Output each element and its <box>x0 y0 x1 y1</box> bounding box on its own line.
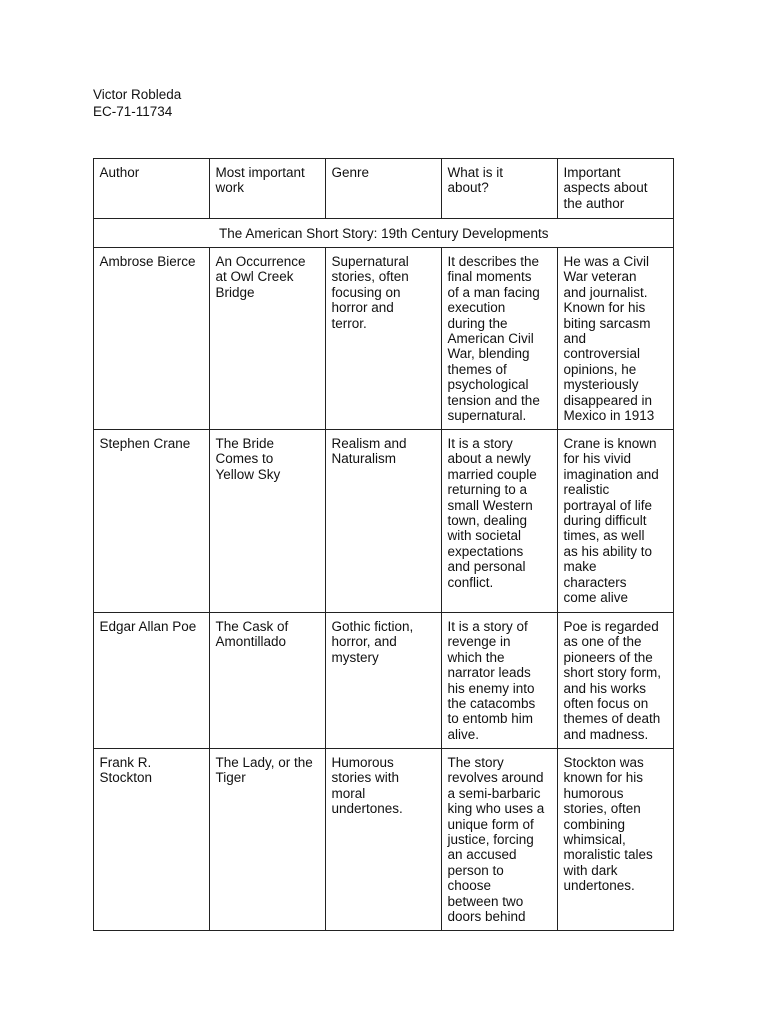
cell-genre <box>326 613 442 749</box>
cell-text-line: What is it <box>447 165 504 180</box>
cell-text-line: which the <box>447 649 505 665</box>
cell-text-line: with societal <box>447 528 522 544</box>
cell-work <box>210 248 326 430</box>
cell-text-line: Amontillado <box>215 634 287 650</box>
cell-aspects <box>558 430 674 613</box>
cell-text-line: characters <box>563 574 627 590</box>
header-cell-work <box>210 159 326 219</box>
cell-text-line: War, blending <box>447 346 530 362</box>
cell-text-line: The Bride <box>215 436 275 451</box>
cell-text-line: narrator leads <box>447 665 531 681</box>
cell-work <box>210 613 326 749</box>
cell-text-line: War veteran <box>563 269 637 285</box>
cell-work <box>210 430 326 613</box>
cell-text-line: about a newly <box>447 451 531 467</box>
cell-text-line: horror, and <box>331 634 397 650</box>
cell-text-line: Tiger <box>215 770 246 786</box>
cell-text-line: Author <box>99 165 140 180</box>
cell-text-line: king who uses a <box>447 801 545 817</box>
cell-text-line: town, dealing <box>447 513 528 529</box>
cell-text-line: moralistic tales <box>563 847 653 863</box>
cell-text-line: Poe is regarded <box>563 619 659 634</box>
cell-text-line: It is a story of <box>447 619 528 634</box>
cell-text-line: returning to a <box>447 482 528 498</box>
cell-text-line: The Lady, or the <box>215 755 313 770</box>
cell-text-line: stories, often <box>331 269 409 285</box>
header-cell-genre <box>326 159 442 219</box>
table-row <box>94 248 674 430</box>
cell-text-line: person to <box>447 862 504 878</box>
cell-text-line: Yellow Sky <box>215 466 281 482</box>
cell-text-line: Bridge <box>215 284 255 300</box>
cell-text-line: and personal <box>447 559 526 575</box>
table-row <box>94 749 674 931</box>
cell-text-line: conflict. <box>447 574 494 590</box>
header-cell-about <box>442 159 558 219</box>
cell-author <box>94 430 210 613</box>
cell-text-line: Genre <box>331 165 370 180</box>
cell-text-line: focusing on <box>331 284 401 300</box>
cell-text-line: and madness. <box>563 726 649 742</box>
cell-text-line: horror and <box>331 300 394 316</box>
cell-text-line: themes of <box>447 361 507 377</box>
cell-text-line: between two <box>447 893 524 909</box>
cell-text-line: choose <box>447 878 492 894</box>
cell-text-line: tension and the <box>447 392 540 408</box>
cell-text-line: portrayal of life <box>563 497 653 513</box>
cell-text-line: Most important <box>215 165 305 180</box>
cell-text-line: known for his <box>563 770 644 786</box>
cell-text-line: stories, often <box>563 801 641 817</box>
cell-text-line: Ambrose Bierce <box>99 254 196 269</box>
cell-text-line: Realism and <box>331 436 407 451</box>
section-title: The American Short Story: 19th Century Developments <box>94 219 674 248</box>
cell-text-line: American Civil <box>447 331 534 347</box>
cell-work <box>210 749 326 931</box>
cell-text-line: revolves around <box>447 770 544 786</box>
cell-text-line: Known for his <box>563 300 646 316</box>
cell-text-line: with dark <box>563 862 618 878</box>
cell-text-line: psychological <box>447 377 529 393</box>
document-header <box>93 86 181 120</box>
cell-text-line: It describes the <box>447 254 540 269</box>
cell-aspects <box>558 248 674 430</box>
cell-text-line: Naturalism <box>331 451 397 467</box>
cell-text-line: realistic <box>563 482 610 498</box>
cell-about <box>442 613 558 749</box>
section-row <box>94 219 674 248</box>
cell-text-line: the catacombs <box>447 696 536 712</box>
cell-text-line: pioneers of the <box>563 649 653 665</box>
cell-text-line: controversial <box>563 346 641 362</box>
cell-text-line: justice, forcing <box>447 832 534 848</box>
cell-text-line: Comes to <box>215 451 274 467</box>
cell-text-line: final moments <box>447 269 532 285</box>
cell-text-line: revenge in <box>447 634 511 650</box>
cell-text-line: his enemy into <box>447 680 535 696</box>
cell-text-line: times, as well <box>563 528 645 544</box>
cell-text-line: Important <box>563 165 621 180</box>
cell-text-line: a semi-barbaric <box>447 785 541 801</box>
cell-text-line: execution <box>447 300 506 316</box>
cell-text-line: unique form of <box>447 816 534 832</box>
cell-text-line: moral <box>331 785 366 801</box>
table-row <box>94 613 674 749</box>
cell-text-line: mystery <box>331 649 379 665</box>
cell-text-line: and <box>563 331 587 347</box>
cell-text-line: imagination and <box>563 466 659 482</box>
cell-text-line: Crane is known <box>563 436 657 451</box>
cell-text-line: mysteriously <box>563 377 639 393</box>
cell-text-line: Stockton was <box>563 755 644 770</box>
cell-text-line: of a man facing <box>447 284 540 300</box>
cell-about <box>442 248 558 430</box>
cell-text-line: to entomb him <box>447 711 534 727</box>
cell-text-line: Frank R. <box>99 755 152 770</box>
cell-text-line: doors behind <box>447 909 526 925</box>
cell-text-line: an accused <box>447 847 517 863</box>
cell-text-line: as one of the <box>563 634 642 650</box>
cell-text-line: stories with <box>331 770 400 786</box>
cell-text-line: about? <box>447 180 489 196</box>
cell-text-line: small Western <box>447 497 533 513</box>
student-id: EC-71-11734 <box>93 104 173 119</box>
cell-genre <box>326 430 442 613</box>
cell-text-line: and journalist. <box>563 284 648 300</box>
cell-author <box>94 613 210 749</box>
cell-genre <box>326 749 442 931</box>
cell-text-line: married couple <box>447 466 537 482</box>
cell-text-line: opinions, he <box>563 361 637 377</box>
header-cell-aspects <box>558 159 674 219</box>
cell-text-line: It is a story <box>447 436 513 451</box>
cell-text-line: the author <box>563 195 625 211</box>
cell-text-line: Stephen Crane <box>99 436 191 451</box>
cell-text-line: whimsical, <box>563 832 626 848</box>
cell-text-line: undertones. <box>331 801 403 817</box>
cell-text-line: combining <box>563 816 626 832</box>
cell-about <box>442 749 558 931</box>
cell-text-line: work <box>215 180 245 196</box>
cell-author <box>94 248 210 430</box>
cell-text-line: expectations <box>447 543 524 559</box>
cell-text-line: Supernatural <box>331 254 409 269</box>
student-name: Victor Robleda <box>93 87 182 102</box>
cell-text-line: for his vivid <box>563 451 632 467</box>
cell-text-line: undertones. <box>563 878 635 894</box>
cell-text-line: Stockton <box>99 770 153 786</box>
cell-author <box>94 749 210 931</box>
cell-text-line: Mexico in 1913 <box>563 408 655 424</box>
cell-text-line: disappeared in <box>563 392 653 408</box>
cell-text-line: Humorous <box>331 755 394 770</box>
cell-text-line: Edgar Allan Poe <box>99 619 197 634</box>
cell-genre <box>326 248 442 430</box>
cell-aspects <box>558 749 674 931</box>
cell-text-line: short story form, <box>563 665 662 681</box>
short-story-table <box>93 158 674 931</box>
cell-text-line: aspects about <box>563 180 648 196</box>
cell-aspects <box>558 613 674 749</box>
cell-about <box>442 430 558 613</box>
cell-text-line: as his ability to <box>563 543 653 559</box>
cell-text-line: make <box>563 559 597 575</box>
cell-text-line: He was a Civil <box>563 254 650 269</box>
cell-text-line: alive. <box>447 726 480 742</box>
cell-text-line: humorous <box>563 785 624 801</box>
cell-text-line: often focus on <box>563 696 649 712</box>
cell-text-line: during difficult <box>563 513 647 529</box>
header-row <box>94 159 674 219</box>
cell-text-line: themes of death <box>563 711 661 727</box>
cell-text-line: come alive <box>563 590 629 606</box>
cell-text-line: The story <box>447 755 504 770</box>
header-cell-author <box>94 159 210 219</box>
cell-text-line: and his works <box>563 680 647 696</box>
cell-text-line: supernatural. <box>447 408 527 424</box>
cell-text-line: during the <box>447 315 508 331</box>
cell-text-line: biting sarcasm <box>563 315 651 331</box>
cell-text-line: Gothic fiction, <box>331 619 414 634</box>
cell-text-line: An Occurrence <box>215 254 306 269</box>
cell-text-line: terror. <box>331 315 367 331</box>
table-body <box>94 159 674 931</box>
cell-text-line: The Cask of <box>215 619 289 634</box>
table-row <box>94 430 674 613</box>
cell-text-line: at Owl Creek <box>215 269 294 285</box>
